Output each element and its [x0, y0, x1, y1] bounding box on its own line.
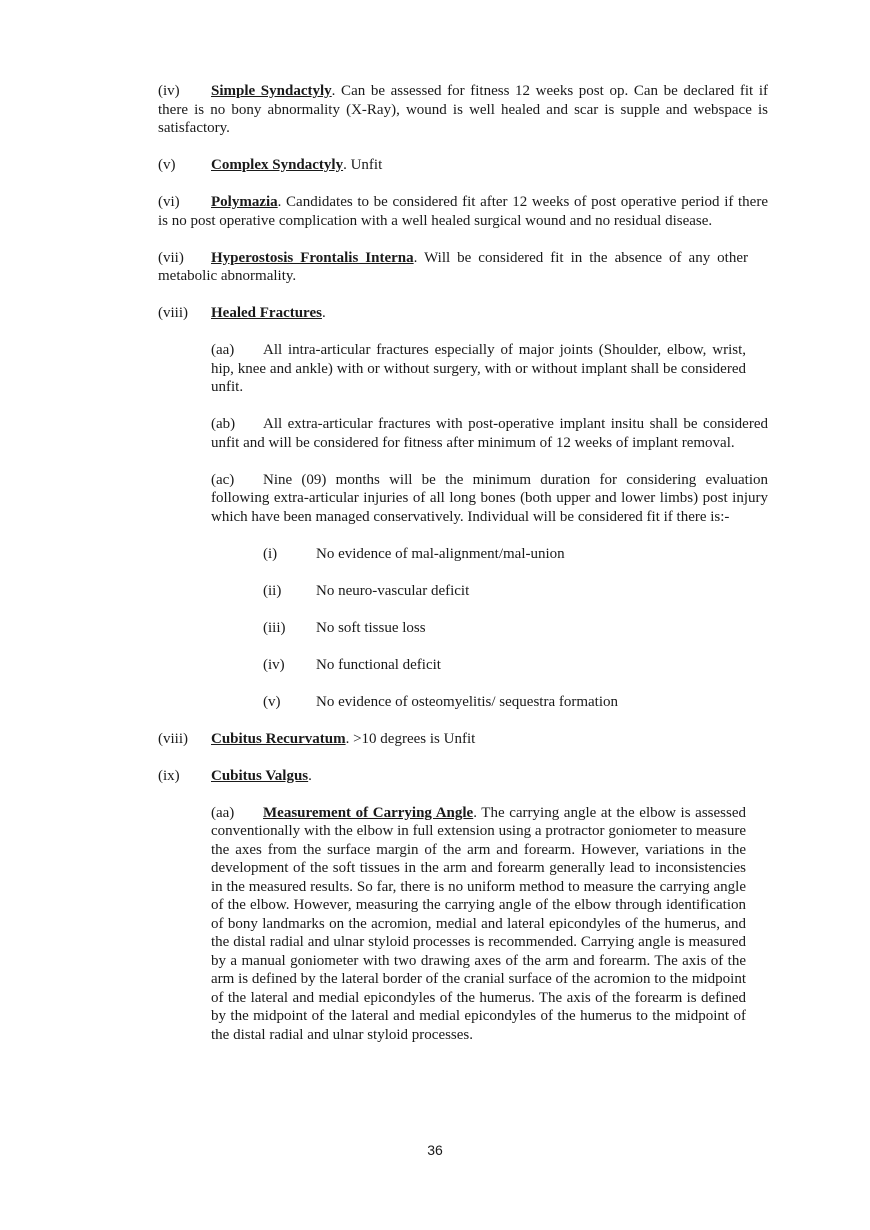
list-item-number: (v) — [263, 693, 281, 710]
condition-list — [263, 545, 768, 712]
list-item-text: No soft tissue loss — [316, 619, 426, 636]
subclause-ab — [211, 415, 768, 452]
list-item — [263, 656, 768, 675]
clause-text: . Will be considered fit in the absence of any other metabolic abnormality. — [158, 249, 749, 284]
list-item-number: (iii) — [263, 619, 286, 636]
subclause-text: All extra-articular fractures with post-operative implant insitu shall be considered unfit and will be considered for fitness after minimum of 12 weeks of implant removal. — [211, 416, 768, 451]
list-item-text: No functional deficit — [316, 656, 441, 673]
clause-iv — [158, 82, 768, 138]
clause-number: (ix) — [158, 767, 180, 784]
list-item-number: (i) — [263, 545, 278, 562]
list-item-number: (iv) — [263, 656, 285, 673]
clause-number: (vii) — [158, 249, 184, 266]
clause-heading: Hyperostosis Frontalis Interna — [211, 249, 414, 266]
list-item-number: (ii) — [263, 582, 282, 599]
subclause-number: (ab) — [211, 416, 236, 432]
page-number: 36 — [427, 1142, 443, 1158]
clause-heading: Polymazia — [211, 194, 278, 210]
clause-text: . — [321, 305, 326, 321]
clause-heading: Complex Syndactyly — [211, 157, 344, 173]
clause-number: (iv) — [158, 83, 180, 99]
clause-heading: Cubitus Recurvatum — [211, 730, 346, 747]
clause-ix — [158, 767, 768, 786]
subclause-carrying-angle — [211, 804, 746, 1045]
subclause-text: . The carrying angle at the elbow is assessed conventionally with the elbow in full extension using a protractor goniometer to measure the axes from the surface margin of the arm and forearm. However, variations in the development of the soft tissues in the arm and forearm generally lead to inconsistencies in the measured results. So far, there is no uniform method to measure the carrying angle of the elbow. However, measuring the carrying angle of the elbow through identification of bony landmarks on the acromion, medial and lateral epicondyles of the humerus, and the distal radial and ulnar styloid processes is recommended. Carrying angle is measured by a manual goniometer with two drawing axes of the arm and forearm. The axis of the arm is defined by the lateral border of the cranial surface of the acromion to the midpoint of the lateral and medial epicondyles of the humerus. The axis of the forearm is defined by the midpoint of the lateral and medial epicondyles of the humerus to the midpoint of the distal radial and ulnar styloid processes. — [211, 804, 746, 1043]
clause-heading: Healed Fractures — [211, 305, 322, 321]
subclause-ac — [211, 471, 768, 527]
clause-vi — [158, 193, 768, 230]
clause-number: (viii) — [158, 305, 188, 321]
subclause-text: Nine (09) months will be the minimum duration for considering evaluation following extra-articular injuries of all long bones (both upper and lower limbs) post injury which have been managed conservatively. Individual will be considered fit if there is:- — [211, 471, 768, 525]
subclause-number: (aa) — [211, 342, 235, 358]
clause-vii — [158, 249, 748, 286]
list-item-text: No neuro-vascular deficit — [316, 582, 470, 599]
clause-v — [158, 156, 768, 175]
list-item — [263, 693, 768, 712]
document-page — [158, 82, 768, 1044]
subclause-heading: Measurement of Carrying Angle — [263, 804, 474, 821]
subclause-number: (ac) — [211, 471, 235, 488]
clause-number: (v) — [158, 157, 176, 173]
list-item — [263, 619, 768, 638]
list-item-text: No evidence of mal-alignment/mal-union — [316, 545, 565, 562]
clause-heading: Cubitus Valgus — [211, 767, 309, 784]
clause-number: (vi) — [158, 194, 180, 210]
subclause-number: (aa) — [211, 804, 235, 821]
subclause-aa — [211, 341, 746, 397]
clause-heading: Simple Syndactyly — [211, 83, 332, 99]
clause-text: . Candidates to be considered fit after 12 weeks of post operative period if there is no post operative complication with a well healed surgical wound and no residual disease. — [158, 194, 768, 229]
list-item — [263, 545, 768, 564]
clause-text: . Can be assessed for fitness 12 weeks post op. Can be declared fit if there is no bony abnormality (X-Ray), wound is well healed and scar is supple and webspace is satisfactory. — [158, 83, 768, 136]
clause-text: . Unfit — [343, 157, 383, 173]
subclause-text: All intra-articular fractures especially of major joints (Shoulder, elbow, wrist, hip, knee and ankle) with or without surgery, with or without implant shall be considered unfit. — [211, 342, 746, 395]
clause-viii — [158, 304, 768, 323]
clause-text: . — [308, 767, 312, 784]
clause-cubitus-recurvatum — [158, 730, 768, 749]
list-item — [263, 582, 768, 601]
list-item-text: No evidence of osteomyelitis/ sequestra formation — [316, 693, 618, 710]
clause-text: . >10 degrees is Unfit — [345, 730, 476, 747]
clause-number: (viii) — [158, 730, 188, 747]
